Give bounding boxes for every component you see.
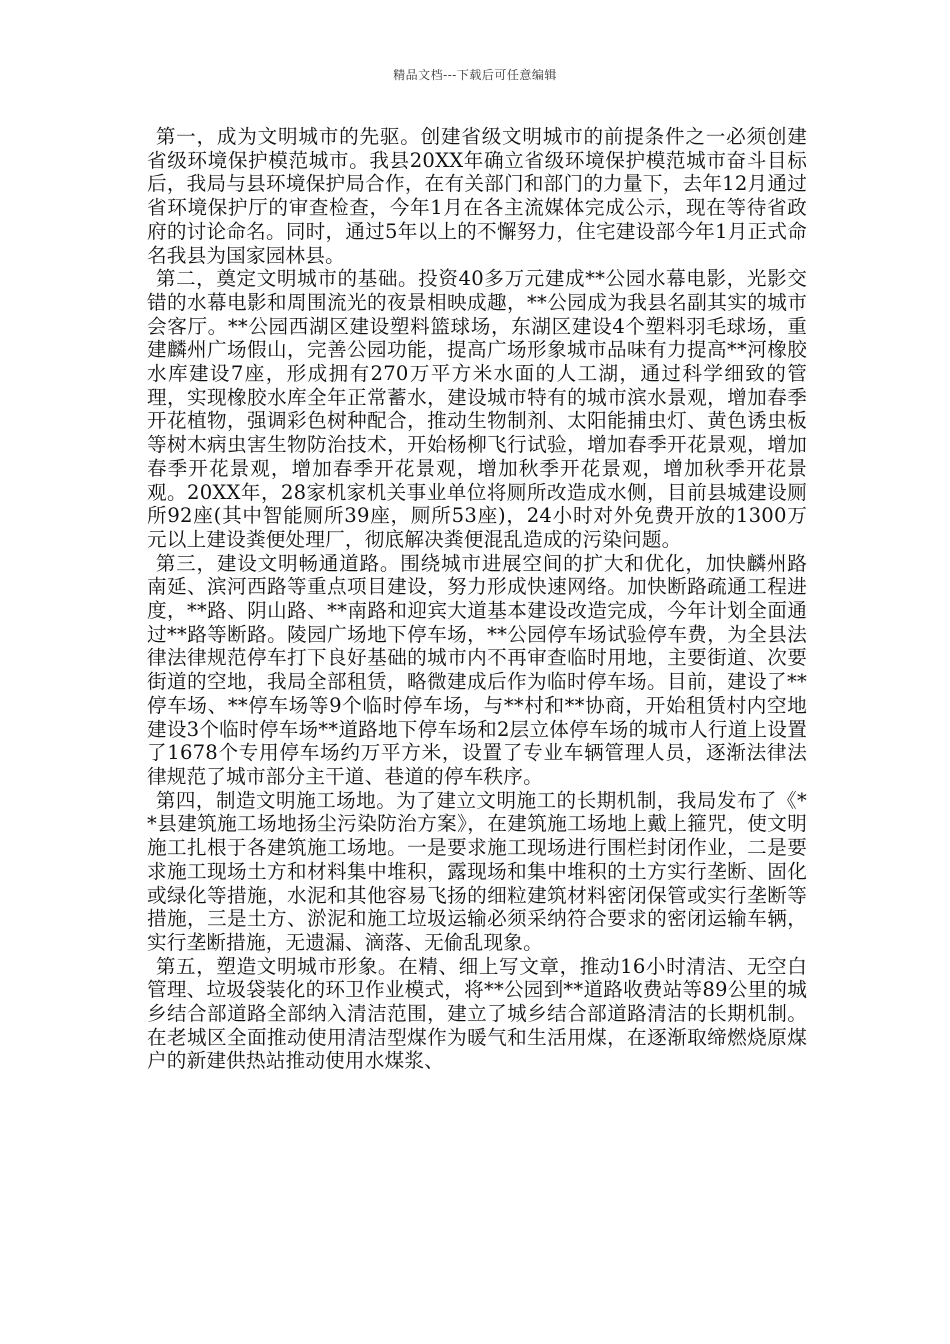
paragraph-1: 第一，成为文明城市的先驱。创建省级文明城市的前提条件之一必须创建省级环境保护模范城市。我县20XX年确立省级环境保护模范城市奋斗目标后，我局与县环境保护局合作，在有关部门和部门的力量下，去年12月通过省环境保护厅的审查检查，今年1月在各主流媒体完成公示，现在等待省政府的讨论命名。同时，通过5年以上的不懈努力，住宅建设部今年1月正式命名我县为国家园林县。 [147,125,807,267]
paragraph-2: 第二，奠定文明城市的基础。投资40多万元建成**公园水幕电影，光影交错的水幕电影和周围流光的夜景相映成趣，**公园成为我县名副其实的城市会客厅。**公园西湖区建设塑料篮球场，东湖区建设4个塑料羽毛球场，重建麟州广场假山，完善公园功能，提高广场形象城市品味有力提高**河橡胶水库建设7座，形成拥有270万平方米水面的人工湖，通过科学细致的管理，实现橡胶水库全年正常蓄水，建设城市特有的城市滨水景观，增加春季开花植物，强调彩色树种配合，推动生物制剂、太阳能捕虫灯、黄色诱虫板等树木病虫害生物防治技术，开始杨柳飞行试验，增加春季开花景观，增加春季开花景观，增加春季开花景观，增加秋季开花景观，增加秋季开花景观。20XX年，28家机家机关事业单位将厕所改造成水侧，目前县城建设厕所92座(其中智能厕所39座，厕所53座)，24小时对外免费开放的1300万元以上建设粪便处理厂，彻底解决粪便混乱造成的污染问题。 [147,267,807,551]
paragraph-5: 第五，塑造文明城市形象。在精、细上写文章，推动16小时清洁、无空白管理、垃圾袋装化的环卫作业模式，将**公园到**道路收费站等89公里的城乡结合部道路全部纳入清洁范围，建立了城乡结合部道路清洁的长期机制。在老城区全面推动使用清洁型煤作为暖气和生活用煤，在逐渐取缔燃烧原煤户的新建供热站推动使用水煤浆、 [147,954,807,1073]
paragraph-4: 第四，制造文明施工场地。为了建立文明施工的长期机制，我局发布了《**县建筑施工场地扬尘污染防治方案》，在建筑施工场地上戴上箍咒，使文明施工扎根于各建筑施工场地。一是要求施工现场进行围栏封闭作业，二是要求施工现场土方和材料集中堆积，露现场和集中堆积的土方实行垄断、固化或绿化等措施，水泥和其他容易飞扬的细粒建筑材料密闭保管或实行垄断等措施，三是土方、淤泥和施工垃圾运输必须采纳符合要求的密闭运输车辆，实行垄断措施，无遗漏、滴落、无偷乱现象。 [147,788,807,954]
paragraph-3: 第三，建设文明畅通道路。围绕城市进展空间的扩大和优化，加快麟州路南延、滨河西路等重点项目建设，努力形成快速网络。加快断路疏通工程进度，**路、阴山路、**南路和迎宾大道基本建设改造完成，今年计划全面通过**路等断路。陵园广场地下停车场，**公园停车场试验停车费，为全县法律法律规范停车打下良好基础的城市内不再审查临时用地，主要街道、次要街道的空地，我局全部租赁，略微建成后作为临时停车场。目前，建设了**停车场、**停车场等9个临时停车场，与**村和**协商，开始租赁村内空地建设3个临时停车场**道路地下停车场和2层立体停车场的城市人行道上设置了1678个专用停车场约万平方米，设置了专业车辆管理人员，逐渐法律法律规范了城市部分主干道、巷道的停车秩序。 [147,551,807,788]
document-body [147,125,807,1073]
page-header: 精品文档---下载后可任意编辑 [393,68,557,82]
